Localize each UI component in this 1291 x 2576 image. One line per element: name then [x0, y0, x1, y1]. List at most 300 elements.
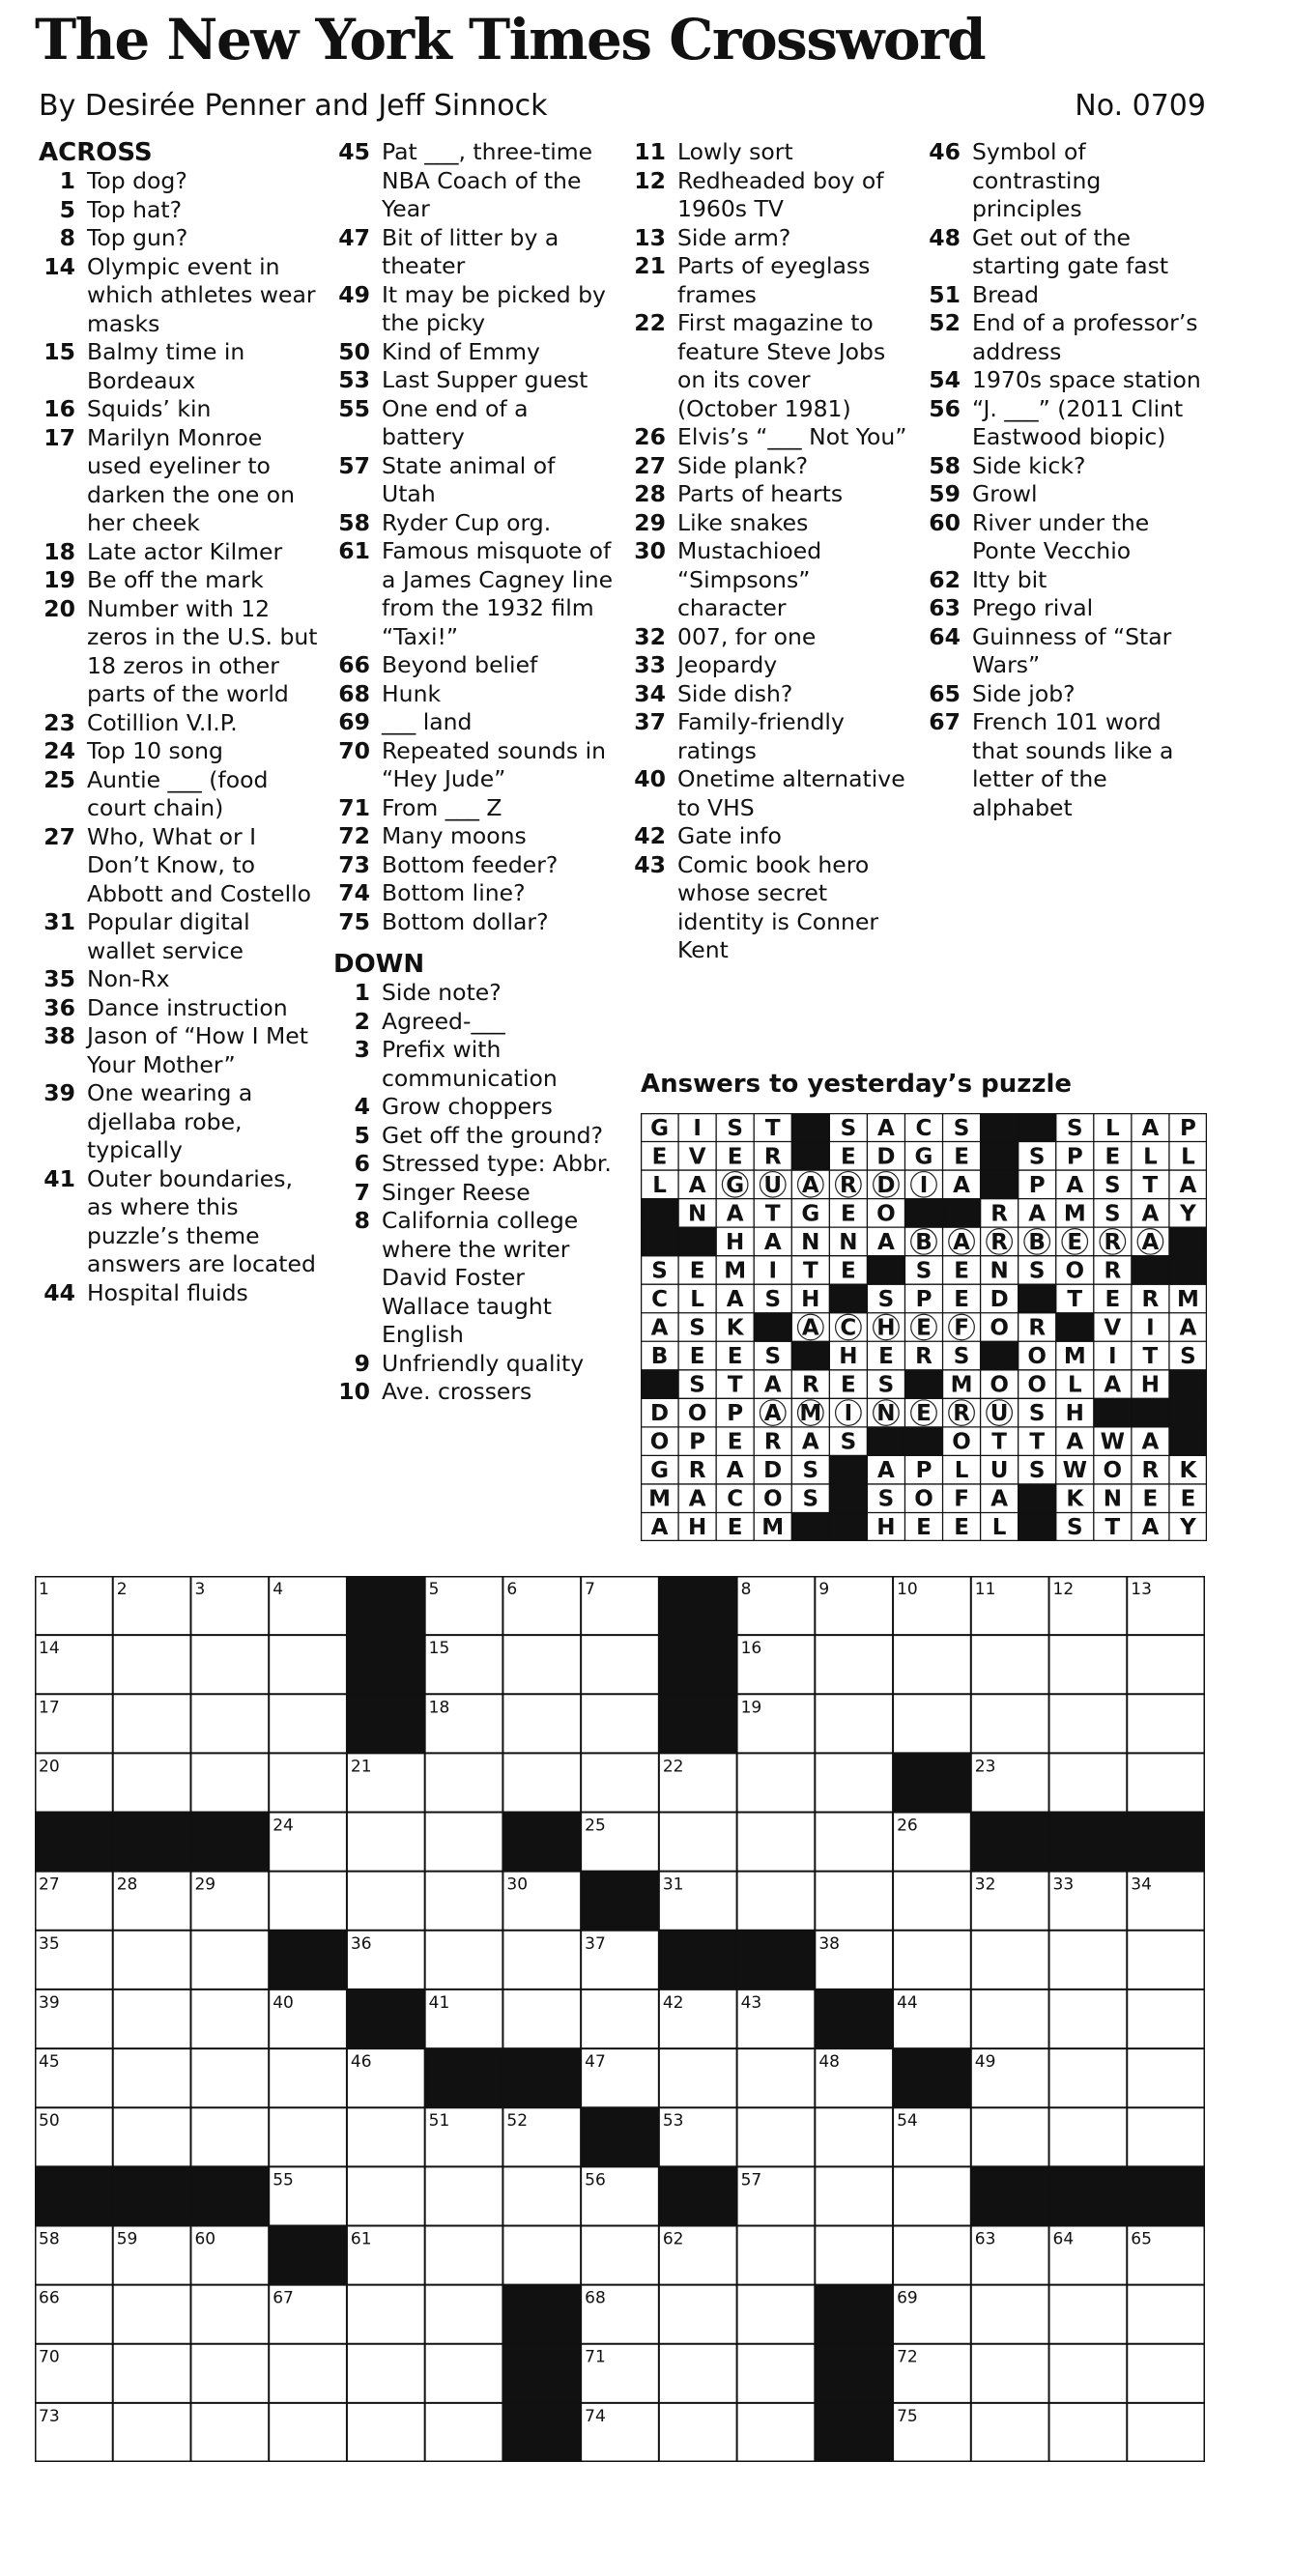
grid-cell[interactable]	[502, 1694, 581, 1753]
grid-cell[interactable]	[113, 1989, 191, 2048]
cell-number: 71	[585, 2347, 606, 2367]
grid-cell[interactable]	[1127, 2285, 1205, 2344]
clue-number: 32	[634, 622, 666, 650]
clue-number: 9	[354, 1349, 370, 1377]
black-square	[659, 1635, 737, 1695]
grid-cell[interactable]	[737, 2403, 816, 2462]
across-clue-74	[333, 879, 614, 908]
answer-letter: T	[764, 1115, 781, 1141]
clue-column-2	[333, 138, 614, 1407]
answer-letter: H	[687, 1515, 707, 1541]
grid-cell[interactable]	[971, 1989, 1049, 2048]
clue-text: Hunk	[382, 679, 442, 707]
grid-cell[interactable]	[1127, 1753, 1205, 1812]
grid-cell[interactable]	[581, 1753, 659, 1812]
grid-cell[interactable]	[1127, 1931, 1205, 1989]
grid-cell[interactable]	[425, 1872, 503, 1931]
answer-letter: S	[1028, 1258, 1046, 1284]
grid-cell[interactable]	[190, 2403, 269, 2462]
grid-cell[interactable]	[659, 2344, 737, 2403]
grid-cell[interactable]	[1049, 2107, 1128, 2166]
down-clue-40	[629, 765, 909, 822]
grid-cell[interactable]	[190, 1753, 269, 1812]
clue-text: Auntie ___ (food court chain)	[87, 765, 269, 821]
answer-letter: M	[1177, 1286, 1199, 1312]
down-clue-48	[924, 224, 1204, 281]
answer-letter: K	[1179, 1458, 1197, 1484]
grid-cell[interactable]	[737, 2107, 816, 2166]
answer-letter: G	[726, 1172, 745, 1198]
grid-cell[interactable]	[190, 2285, 269, 2344]
clue-number: 66	[338, 651, 370, 678]
grid-cell[interactable]	[190, 1694, 269, 1753]
answer-letter: L	[954, 1458, 969, 1484]
clue-text: Bit of litter by a theater	[382, 223, 559, 279]
grid-cell[interactable]	[1049, 1931, 1128, 1989]
answer-letter: A	[1104, 1372, 1122, 1398]
clue-text: “J. ___” (2011 Clint Eastwood biopic)	[972, 394, 1184, 450]
grid-cell[interactable]	[581, 1694, 659, 1753]
grid-cell[interactable]	[190, 2344, 269, 2403]
answer-letter: M	[950, 1372, 973, 1398]
answer-letter: A	[763, 1229, 782, 1255]
answer-letter: A	[801, 1429, 819, 1455]
grid-cell[interactable]	[815, 1872, 893, 1931]
clue-text: Outer boundaries, as where this puzzle’s theme answers are located	[87, 1164, 316, 1277]
grid-cell[interactable]	[502, 1753, 581, 1812]
clue-number: 6	[354, 1150, 370, 1177]
clue-number: 27	[43, 822, 75, 850]
grid-cell[interactable]	[971, 2344, 1049, 2403]
cell-number: 26	[897, 1816, 918, 1836]
clue-number: 73	[338, 850, 370, 878]
down-clue-34	[629, 680, 909, 709]
grid-cell[interactable]	[1127, 1635, 1205, 1694]
answer-black-square	[981, 1341, 1019, 1370]
grid-cell[interactable]	[1127, 2048, 1205, 2107]
answer-letter: E	[954, 1515, 969, 1541]
answer-letter: S	[1028, 1401, 1046, 1427]
clue-text: Symbol of contrasting principles	[972, 138, 1102, 222]
answer-black-square	[791, 1113, 830, 1142]
black-square	[347, 1694, 425, 1754]
answer-letter: O	[1027, 1344, 1047, 1370]
grid-cell[interactable]	[347, 2344, 425, 2403]
grid-cell[interactable]	[269, 2403, 347, 2462]
clue-number: 58	[338, 508, 370, 536]
grid-cell[interactable]	[347, 2107, 425, 2166]
clue-number: 55	[338, 394, 370, 422]
grid-cell[interactable]	[190, 1635, 269, 1694]
clue-number: 63	[929, 594, 961, 621]
cell-number: 38	[818, 1933, 840, 1954]
clue-text: It may be picked by the picky	[382, 280, 606, 336]
grid-cell[interactable]	[425, 2344, 503, 2403]
clue-number: 51	[929, 280, 961, 308]
answer-letter: I	[919, 1172, 929, 1198]
clue-number: 56	[929, 394, 961, 422]
black-square	[35, 1813, 113, 1873]
cell-number: 23	[974, 1757, 996, 1777]
black-square	[190, 2166, 269, 2226]
grid-cell[interactable]	[971, 1931, 1049, 1989]
clue-text: Ave. crossers	[382, 1378, 532, 1405]
answer-letter: H	[876, 1315, 896, 1341]
grid-cell[interactable]	[425, 2225, 503, 2284]
grid-cell[interactable]	[1049, 2344, 1128, 2403]
cell-number: 31	[662, 1875, 684, 1895]
answer-letter: S	[877, 1486, 895, 1512]
grid-cell[interactable]	[113, 2344, 191, 2403]
grid-cell[interactable]	[971, 1635, 1049, 1694]
clue-number: 26	[634, 423, 666, 450]
grid-cell[interactable]	[893, 1635, 971, 1694]
grid-cell[interactable]	[113, 1635, 191, 1694]
down-clue-51	[924, 281, 1204, 310]
grid-cell[interactable]	[971, 2285, 1049, 2344]
answer-letter: A	[953, 1229, 970, 1255]
grid-cell[interactable]	[815, 1635, 893, 1694]
answer-letter: S	[1028, 1144, 1046, 1170]
cell-number: 62	[662, 2229, 684, 2249]
across-clue-8	[39, 224, 319, 253]
grid-cell[interactable]	[347, 1872, 425, 1931]
answer-letter: S	[802, 1486, 819, 1512]
answer-black-square	[791, 1341, 830, 1370]
cell-number: 47	[585, 2052, 606, 2073]
grid-cell[interactable]	[1127, 2107, 1205, 2166]
answer-letter: T	[1067, 1286, 1083, 1312]
grid-cell[interactable]	[269, 1872, 347, 1931]
answer-letter: V	[688, 1144, 706, 1170]
grid-cell[interactable]	[347, 2285, 425, 2344]
grid-cell[interactable]	[347, 2403, 425, 2462]
cell-number: 20	[39, 1757, 60, 1777]
answer-letter: C	[840, 1315, 857, 1341]
answer-black-square	[1132, 1256, 1170, 1285]
clue-text: Squids’ kin	[87, 395, 212, 422]
answer-letter: E	[841, 1258, 856, 1284]
grid-cell[interactable]	[113, 2048, 191, 2107]
grid-cell[interactable]	[1127, 1989, 1205, 2048]
clue-number: 70	[338, 736, 370, 764]
black-square	[659, 2166, 737, 2226]
grid-cell[interactable]	[659, 2285, 737, 2344]
grid-cell[interactable]	[581, 1635, 659, 1694]
answer-letter: H	[839, 1344, 858, 1370]
answer-letter: T	[1142, 1172, 1159, 1198]
grid-cell[interactable]	[113, 1753, 191, 1812]
grid-cell[interactable]	[347, 1813, 425, 1872]
clue-text: Growl	[972, 480, 1038, 507]
grid-cell[interactable]	[893, 2225, 971, 2284]
grid-cell[interactable]	[737, 2285, 816, 2344]
cell-number: 51	[428, 2111, 450, 2132]
grid-cell[interactable]	[737, 1872, 816, 1931]
clue-number: 38	[43, 1022, 75, 1049]
answer-letter: F	[954, 1315, 969, 1341]
down-clue-60	[924, 509, 1204, 566]
cell-number: 46	[350, 2052, 372, 2073]
black-square	[893, 1753, 971, 1813]
answers-heading: Answers to yesterday’s puzzle	[641, 1070, 1073, 1099]
answer-letter: U	[990, 1458, 1009, 1484]
across-clue-20	[39, 595, 319, 709]
grid-cell[interactable]	[425, 1813, 503, 1872]
grid-cell[interactable]	[190, 1989, 269, 2048]
answer-letter: P	[1028, 1172, 1046, 1198]
clue-number: 72	[338, 822, 370, 849]
answer-letter: S	[1066, 1115, 1083, 1141]
cell-number: 1	[39, 1580, 49, 1599]
grid-cell[interactable]	[659, 1813, 737, 1872]
across-clue-15	[39, 338, 319, 395]
answer-black-square	[1018, 1484, 1057, 1513]
cell-number: 54	[897, 2111, 918, 2132]
black-square	[425, 2048, 503, 2108]
answer-letter: R	[840, 1172, 857, 1198]
grid-cell[interactable]	[113, 2285, 191, 2344]
cell-number: 42	[662, 1992, 684, 2013]
clue-text: Bottom line?	[382, 879, 526, 906]
answer-letter: V	[1104, 1315, 1122, 1341]
clue-number: 53	[338, 366, 370, 393]
grid-cell[interactable]	[737, 2344, 816, 2403]
clue-text: Balmy time in Bordeaux	[87, 338, 245, 394]
cell-number: 61	[350, 2229, 372, 2249]
answer-grid	[641, 1113, 1207, 1541]
clue-number: 3	[354, 1036, 370, 1063]
clue-text: Elvis’s “___ Not You”	[677, 423, 907, 450]
grid-cell[interactable]	[1127, 2344, 1205, 2403]
down-clue-1	[333, 979, 614, 1008]
grid-cell[interactable]	[425, 2403, 503, 2462]
grid-cell[interactable]	[113, 1694, 191, 1753]
cell-number: 50	[39, 2111, 60, 2132]
answer-letter: S	[764, 1344, 782, 1370]
grid-cell[interactable]	[425, 2166, 503, 2225]
answer-letter: A	[953, 1172, 970, 1198]
grid-cell[interactable]	[190, 1931, 269, 1989]
clue-number: 25	[43, 765, 75, 793]
cell-number: 33	[1052, 1875, 1075, 1895]
grid-cell[interactable]	[502, 1635, 581, 1694]
answer-black-square	[791, 1142, 830, 1171]
across-clue-45	[333, 138, 614, 224]
answer-letter: E	[727, 1144, 743, 1170]
grid-cell[interactable]	[815, 1813, 893, 1872]
answer-letter: L	[1105, 1115, 1120, 1141]
grid-cell[interactable]	[269, 2048, 347, 2107]
clue-number: 31	[43, 908, 75, 935]
grid-cell[interactable]	[425, 1931, 503, 1989]
grid-cell[interactable]	[1049, 1694, 1128, 1753]
black-square	[659, 1576, 737, 1636]
grid-cell[interactable]	[737, 2048, 816, 2107]
grid-cell[interactable]	[815, 1694, 893, 1753]
answer-letter: U	[990, 1401, 1009, 1427]
cell-number: 2	[116, 1580, 128, 1599]
answer-black-square	[943, 1199, 982, 1228]
grid-cell[interactable]	[113, 2107, 191, 2166]
grid-cell[interactable]	[113, 1931, 191, 1989]
clue-number: 62	[929, 565, 961, 593]
clue-number: 52	[929, 309, 961, 336]
answer-black-square	[904, 1370, 943, 1399]
answer-letter: E	[1142, 1486, 1159, 1512]
grid-cell[interactable]	[815, 2107, 893, 2166]
down-clue-11	[629, 138, 909, 167]
grid-cell[interactable]	[1049, 2403, 1128, 2462]
grid-cell[interactable]	[269, 2344, 347, 2403]
answer-letter: E	[1067, 1229, 1083, 1255]
across-clue-66	[333, 651, 614, 680]
grid-cell[interactable]	[269, 1635, 347, 1694]
down-clue-67	[924, 708, 1204, 822]
answer-letter: W	[1062, 1458, 1087, 1484]
answer-black-square	[1018, 1512, 1057, 1541]
down-clue-59	[924, 480, 1204, 509]
grid-cell[interactable]	[737, 2225, 816, 2284]
black-square	[1127, 2166, 1205, 2226]
cell-number: 45	[39, 2052, 60, 2073]
answer-black-square	[981, 1113, 1019, 1142]
answer-black-square	[1132, 1398, 1170, 1427]
answer-letter: A	[650, 1515, 669, 1541]
grid-cell[interactable]	[737, 1813, 816, 1872]
grid-cell[interactable]	[971, 2403, 1049, 2462]
grid-cell[interactable]	[269, 1694, 347, 1753]
answer-letter: L	[690, 1286, 704, 1312]
clue-text: Side note?	[382, 979, 502, 1006]
grid-cell[interactable]	[1049, 1635, 1128, 1694]
down-clue-52	[924, 309, 1204, 366]
answer-letter: A	[1179, 1315, 1197, 1341]
grid-cell[interactable]	[971, 1694, 1049, 1753]
across-clue-1	[39, 167, 319, 196]
grid-cell[interactable]	[893, 2166, 971, 2225]
clue-text: Pat ___, three-time NBA Coach of the Year	[382, 138, 593, 222]
grid-cell[interactable]	[581, 2225, 659, 2284]
clue-text: Redheaded boy of 1960s TV	[677, 166, 884, 222]
grid-cell[interactable]	[1049, 1753, 1128, 1812]
grid-cell[interactable]	[893, 1694, 971, 1753]
grid-cell[interactable]	[502, 2225, 581, 2284]
clue-text: Dance instruction	[87, 993, 288, 1021]
clue-number: 74	[338, 879, 370, 906]
answer-letter: N	[687, 1201, 707, 1227]
down-clue-27	[629, 452, 909, 481]
grid-cell[interactable]	[971, 2107, 1049, 2166]
grid-cell[interactable]	[502, 1989, 581, 2048]
clue-number: 39	[43, 1079, 75, 1106]
answer-letter: E	[954, 1258, 969, 1284]
grid-cell[interactable]	[190, 2107, 269, 2166]
answer-letter: D	[649, 1401, 670, 1427]
grid-cell[interactable]	[737, 1753, 816, 1812]
cell-number: 43	[740, 1992, 762, 2013]
answer-letter: E	[878, 1344, 894, 1370]
answer-letter: R	[1104, 1258, 1122, 1284]
clue-number: 22	[634, 309, 666, 336]
answer-letter: E	[841, 1144, 856, 1170]
answer-letter: R	[1104, 1229, 1122, 1255]
grid-cell[interactable]	[815, 1753, 893, 1812]
answer-letter: N	[1103, 1486, 1122, 1512]
answer-letter: D	[876, 1144, 896, 1170]
across-clue-55	[333, 395, 614, 452]
grid-cell[interactable]	[893, 1872, 971, 1931]
answer-letter: H	[876, 1515, 896, 1541]
clue-number: 41	[43, 1164, 75, 1192]
black-square	[502, 2048, 581, 2108]
clue-text: Parts of hearts	[677, 480, 844, 507]
down-clue-26	[629, 423, 909, 452]
answer-black-square	[867, 1256, 905, 1285]
cell-number: 5	[428, 1580, 440, 1599]
clue-text: Bread	[972, 280, 1040, 308]
clue-number: 43	[634, 850, 666, 878]
answer-letter: O	[762, 1486, 783, 1512]
answer-letter: I	[844, 1401, 853, 1427]
grid-cell[interactable]	[113, 2403, 191, 2462]
grid-cell[interactable]	[502, 1931, 581, 1989]
grid-cell[interactable]	[1049, 2048, 1128, 2107]
grid-cell[interactable]	[581, 1989, 659, 2048]
answer-letter: P	[1180, 1115, 1196, 1141]
clue-number: 68	[338, 679, 370, 707]
grid-cell[interactable]	[1127, 2403, 1205, 2462]
clue-text: California college where the writer David Foster Wallace taught English	[382, 1207, 579, 1348]
clue-text: Family-friendly ratings	[677, 708, 845, 764]
cell-number: 73	[39, 2406, 60, 2426]
down-clue-54	[924, 366, 1204, 395]
grid-cell[interactable]	[1049, 2285, 1128, 2344]
black-square	[35, 2166, 113, 2226]
grid-cell[interactable]	[269, 2107, 347, 2166]
clue-number: 61	[338, 537, 370, 564]
across-clue-69	[333, 708, 614, 737]
grid-cell[interactable]	[425, 2285, 503, 2344]
grid-cell[interactable]	[893, 1931, 971, 1989]
grid-cell[interactable]	[659, 2403, 737, 2462]
answer-letter: A	[1066, 1172, 1084, 1198]
grid-cell[interactable]	[190, 2048, 269, 2107]
clue-text: Get out of the starting gate fast	[972, 223, 1169, 279]
answer-letter: H	[1140, 1372, 1161, 1398]
black-square	[971, 2166, 1049, 2226]
grid-cell[interactable]	[815, 2166, 893, 2225]
answer-black-square	[641, 1370, 679, 1399]
answer-letter: A	[1141, 1429, 1160, 1455]
down-clue-28	[629, 480, 909, 509]
grid-cell[interactable]	[502, 2166, 581, 2225]
clue-number: 14	[43, 252, 75, 280]
answer-letter: S	[953, 1344, 970, 1370]
grid-cell[interactable]	[659, 2048, 737, 2107]
black-square	[815, 1989, 893, 2049]
grid-cell[interactable]	[1049, 1989, 1128, 2048]
answer-letter: L	[991, 1515, 1007, 1541]
clue-number: 8	[354, 1207, 370, 1234]
grid-cell[interactable]	[347, 2166, 425, 2225]
grid-cell[interactable]	[269, 1753, 347, 1812]
grid-cell[interactable]	[1127, 1694, 1205, 1753]
grid-cell[interactable]	[815, 2225, 893, 2284]
answer-letter: M	[1063, 1201, 1086, 1227]
down-clue-3	[333, 1036, 614, 1093]
grid-cell[interactable]	[425, 1753, 503, 1812]
